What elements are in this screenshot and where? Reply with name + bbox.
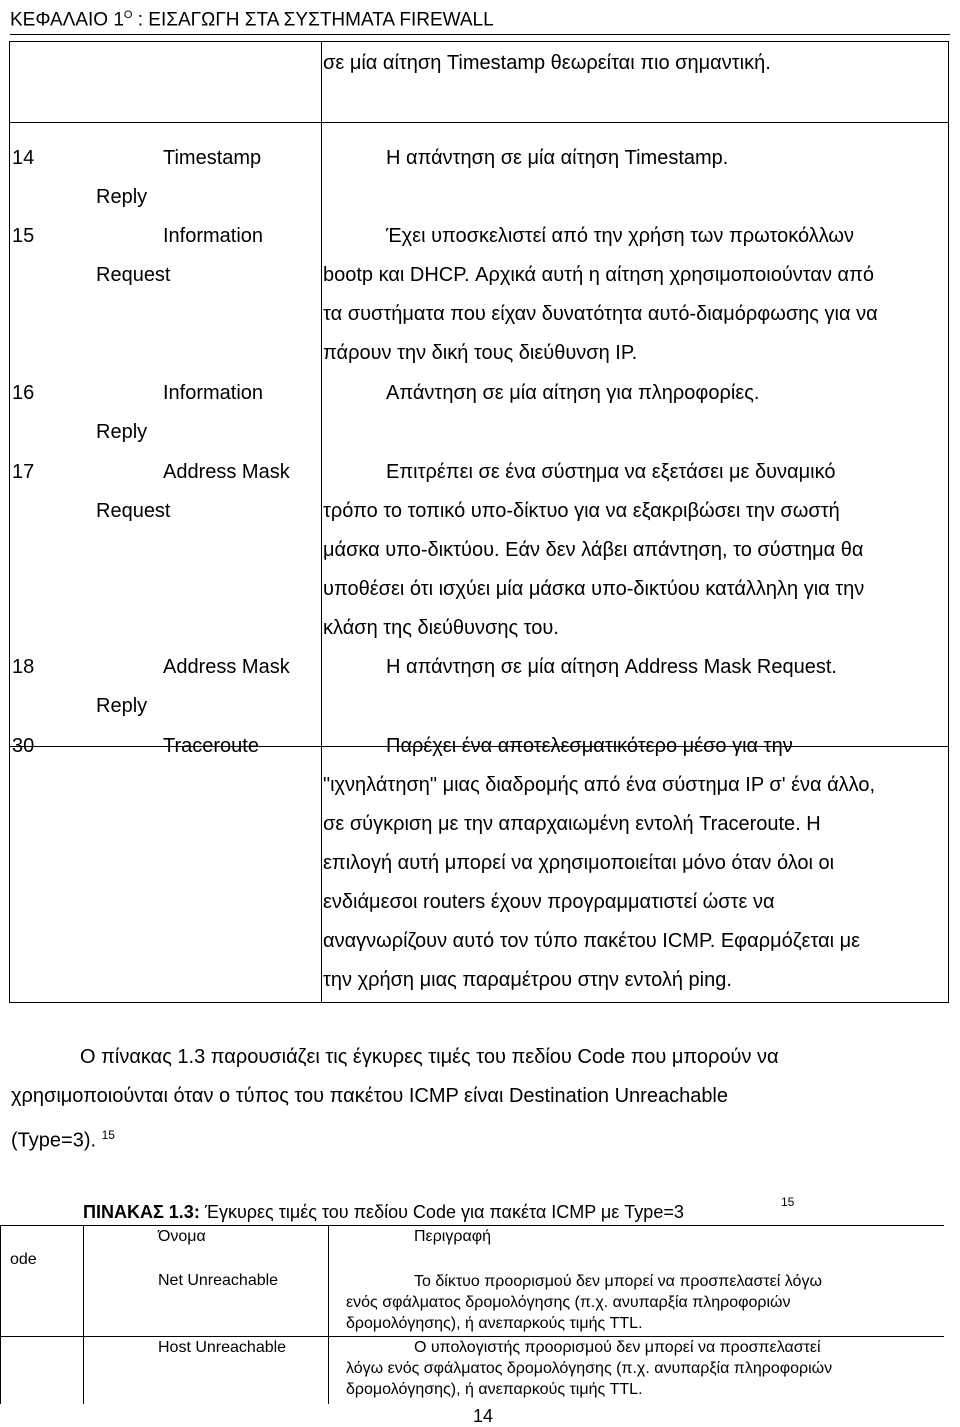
row-description-line: λόγω ενός σφάλματος δρομολόγησης (π.χ. ανυπαρξία πληροφοριών bbox=[346, 1360, 833, 1377]
type-name-line2: Request bbox=[96, 500, 171, 522]
row-description-line: Η απάντηση σε μία αίτηση Timestamp. bbox=[386, 147, 729, 169]
body-paragraph bbox=[11, 1038, 941, 1161]
type-name-line1: Address Mask bbox=[163, 461, 290, 483]
type-name-line2: Reply bbox=[96, 186, 148, 208]
row-description-line: δρομολόγησης), ή ανεπαρκούς τιμής TTL. bbox=[346, 1381, 643, 1398]
footnote-ref: 15 bbox=[101, 1128, 115, 1142]
row-description-line: Παρέχει ένα αποτελεσματικότερο μέσο για την bbox=[386, 735, 793, 757]
row-description-line: Έχει υποσκελιστεί από την χρήση των πρωτοκόλλων bbox=[386, 225, 855, 247]
caption-text: Έγκυρες τιμές του πεδίου Code για πακέτα ICMP με Type=3 bbox=[199, 1202, 684, 1222]
table-caption bbox=[83, 1200, 684, 1224]
type-name-line1: Information bbox=[163, 225, 264, 247]
type-name-line1: Traceroute bbox=[163, 735, 259, 757]
header-title-suffix: : ΕΙΣΑΓΩΓΗ ΣΤΑ ΣΥΣΤΗΜΑΤΑ FIREWALL bbox=[132, 9, 494, 31]
type-number: 30 bbox=[12, 735, 35, 757]
row-description-line: τα συστήματα που είχαν δυνατότητα αυτό-διαμόρφωσης για να bbox=[323, 303, 878, 325]
type-number: 14 bbox=[12, 147, 35, 169]
column-header-code: ode bbox=[10, 1251, 37, 1268]
type-name-line2: Reply bbox=[96, 421, 148, 443]
row-description-line: ενδιάμεσοι routers έχουν προγραμματιστεί ώστε να bbox=[323, 891, 775, 913]
type-name-line2: Request bbox=[96, 264, 171, 286]
row-description-line: μάσκα υπο-δικτύου. Εάν δεν λάβει απάντηση, το σύστημα θα bbox=[323, 539, 864, 561]
row-description-line: κλάση της διεύθυνσης του. bbox=[323, 617, 559, 639]
row-description-line: αναγνωρίζουν αυτό τον τύπο πακέτου ICMP. Εφαρμόζεται με bbox=[323, 930, 861, 952]
row-description-line: Η απάντηση σε μία αίτηση Address Mask Request. bbox=[386, 656, 837, 678]
row-description-line: την χρήση μιας παραμέτρου στην εντολή ping. bbox=[323, 969, 732, 991]
caption-label: ΠΙΝΑΚΑΣ 1.3: bbox=[83, 1202, 200, 1222]
paragraph-line: (Type=3). bbox=[11, 1129, 97, 1152]
type-name-line1: Timestamp bbox=[163, 147, 262, 169]
header-title-prefix: ΚΕΦΑΛΑΙΟ 1 bbox=[10, 9, 124, 31]
row-description-line: δρομολόγησης), ή ανεπαρκούς τιμής TTL. bbox=[346, 1315, 643, 1332]
table-column-divider bbox=[0, 1226, 1, 1404]
type-number: 17 bbox=[12, 461, 35, 483]
header-title-sup: Ο bbox=[123, 9, 133, 21]
column-header-description: Περιγραφή bbox=[414, 1228, 491, 1245]
row-description-line: Ο υπολογιστής προορισμού δεν μπορεί να προσπελαστεί bbox=[414, 1339, 821, 1356]
paragraph-line: χρησιμοποιούνται όταν ο τύπος του πακέτου ICMP είναι Destination Unreachable bbox=[11, 1085, 729, 1107]
table-column-divider bbox=[328, 1226, 329, 1404]
row-name: Net Unreachable bbox=[158, 1272, 279, 1289]
row-description-line: πάρουν την δική τους διεύθυνση IP. bbox=[323, 342, 638, 364]
row-description-line: Το δίκτυο προορισμού δεν μπορεί να προσπελαστεί λόγω bbox=[414, 1273, 822, 1290]
row-description-line: bootp και DHCP. Αρχικά αυτή η αίτηση χρησιμοποιούνταν από bbox=[323, 264, 874, 286]
column-header-name: Όνομα bbox=[158, 1228, 206, 1245]
row-description-line: σε σύγκριση με την απαρχαιωμένη εντολή Traceroute. Η bbox=[323, 813, 821, 835]
row-description-line: υποθέσει ότι ισχύει μία μάσκα υπο-δικτύου κατάλληλη για την bbox=[323, 578, 865, 600]
type-number: 18 bbox=[12, 656, 35, 678]
row-description-line: επιλογή αυτή μπορεί να χρησιμοποιείται μόνο όταν όλοι οι bbox=[323, 852, 835, 874]
type-number: 15 bbox=[12, 225, 35, 247]
page-header bbox=[10, 4, 950, 35]
type-name-line1: Address Mask bbox=[163, 656, 290, 678]
table-column-divider bbox=[83, 1226, 84, 1404]
row-description-line: σε μία αίτηση Timestamp θεωρείται πιο σημαντική. bbox=[323, 52, 771, 74]
row-description-line: τρόπο το τοπικό υπο-δίκτυο για να εξακριβώσει την σωστή bbox=[323, 500, 840, 522]
row-description-line: Επιτρέπει σε ένα σύστημα να εξετάσει με δυναμικό bbox=[386, 461, 836, 483]
row-description-line: ενός σφάλματος δρομολόγησης (π.χ. ανυπαρξία πληροφοριών bbox=[346, 1294, 791, 1311]
type-name-line2: Reply bbox=[96, 695, 148, 717]
row-description-line: Απάντηση σε μία αίτηση για πληροφορίες. bbox=[386, 382, 760, 404]
code-values-table bbox=[0, 1225, 944, 1404]
page-number: 14 bbox=[473, 1406, 494, 1426]
table-column-divider bbox=[321, 42, 322, 1002]
row-description-line: "ιχνηλάτηση" μιας διαδρομής από ένα σύστημα IP σ' ένα άλλο, bbox=[323, 774, 876, 796]
paragraph-line: Ο πίνακας 1.3 παρουσιάζει τις έγκυρες τιμές του πεδίου Code που μπορούν να bbox=[80, 1046, 779, 1068]
type-name-line1: Information bbox=[163, 382, 264, 404]
icmp-types-table bbox=[9, 41, 949, 1003]
row-name: Host Unreachable bbox=[158, 1339, 287, 1356]
table-row-divider bbox=[10, 122, 948, 123]
caption-footnote-ref: 15 bbox=[781, 1195, 795, 1209]
type-number: 16 bbox=[12, 382, 35, 404]
